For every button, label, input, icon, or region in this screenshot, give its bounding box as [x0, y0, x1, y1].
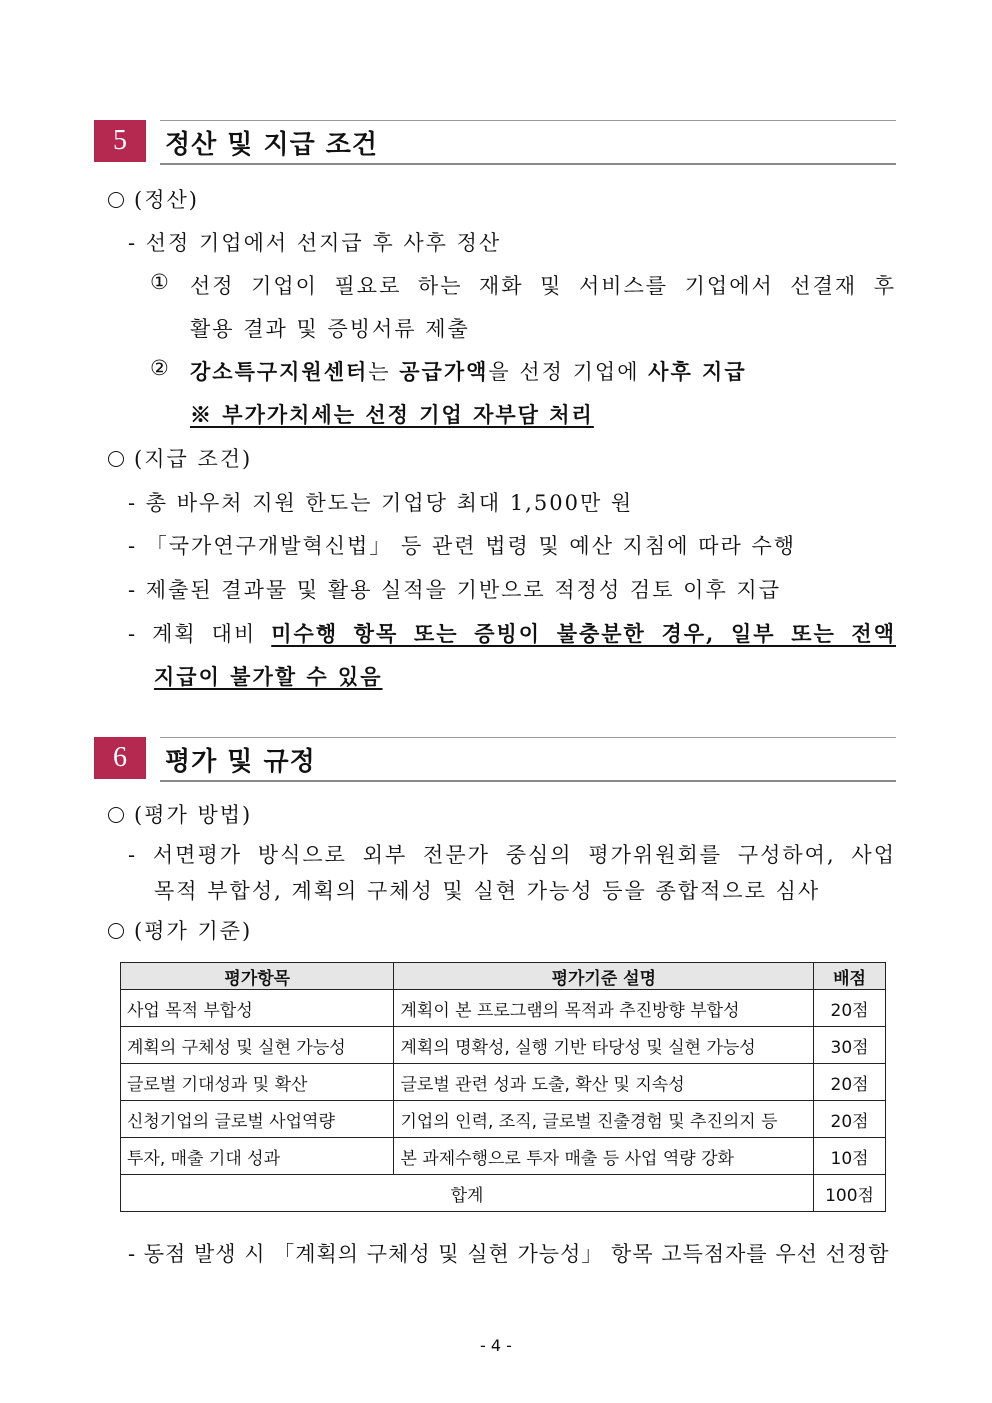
eval-method-line-1: - 서면평가 방식으로 외부 전문가 중심의 평가위원회를 구성하여, 사업: [128, 843, 896, 867]
vat-note: ※ 부가가치세는 선정 기업 자부담 처리: [190, 402, 594, 427]
payment-line-1: - 총 바우처 지원 한도는 기업당 최대 1,500만 원: [128, 491, 634, 515]
settlement-item-2-num: ②: [150, 356, 171, 380]
cell-item: 글로벌 기대성과 및 확산: [121, 1064, 394, 1101]
cell-description: 본 과제수행으로 투자 매출 등 사업 역량 강화: [394, 1138, 814, 1175]
circle-bullet-icon: [108, 923, 124, 939]
cell-item: 사업 목적 부합성: [121, 990, 394, 1027]
circle-bullet-icon: [108, 807, 124, 823]
section-title-6: 평가 및 규정: [165, 747, 316, 777]
page-number: - 4 -: [480, 1336, 512, 1355]
settlement-item-2: [190, 356, 747, 386]
settlement-item-1-num: ①: [150, 270, 171, 294]
section-number-text: 6: [113, 742, 127, 773]
bullet-heading: (평가 방법): [134, 803, 253, 827]
table-row: [121, 1138, 886, 1175]
table-row: [121, 990, 886, 1027]
payment-line-2: - 「국가연구개발혁신법」 등 관련 법령 및 예산 지침에 따라 수행: [128, 534, 797, 558]
circle-bullet-icon: [108, 192, 124, 208]
header-description: 평가기준 설명: [394, 963, 814, 990]
cell-description: 기업의 인력, 조직, 글로벌 진출경험 및 추진의지 등: [394, 1101, 814, 1138]
section-number-5: [94, 120, 146, 162]
cell-description: 글로벌 관련 성과 도출, 확산 및 지속성: [394, 1064, 814, 1101]
table-row: [121, 1101, 886, 1138]
tie-break-note: - 동점 발생 시 「계획의 구체성 및 실현 가능성」 항목 고득점자를 우선 선정함: [128, 1242, 890, 1266]
section-title-5: 정산 및 지급 조건: [165, 130, 378, 160]
cell-item: 투자, 매출 기대 성과: [121, 1138, 394, 1175]
table-row: [121, 1064, 886, 1101]
cell-score: 20점: [814, 1101, 886, 1138]
cell-score: 30점: [814, 1027, 886, 1064]
section-number-text: 5: [113, 125, 127, 156]
settlement-item-1-cont: 활용 결과 및 증빙서류 제출: [190, 317, 470, 341]
eval-method-line-2: 목적 부합성, 계획의 구체성 및 실현 가능성 등을 종합적으로 심사: [154, 879, 821, 903]
settlement-item-1: 선정 기업이 필요로 하는 재화 및 서비스를 기업에서 선결재 후: [190, 274, 896, 298]
payment-line-4-prefix: - 계획 대비: [128, 622, 272, 646]
payment-line-3: - 제출된 결과물 및 활용 실적을 기반으로 적정성 검토 이후 지급: [128, 578, 781, 602]
bullet-payment-conditions: [108, 443, 252, 473]
cell-description: 계획의 명확성, 실행 기반 타당성 및 실현 가능성: [394, 1027, 814, 1064]
circle-bullet-icon: [108, 451, 124, 467]
item-2-text-1: 는: [368, 360, 400, 384]
bullet-settlement: [108, 184, 199, 214]
post-payment-text: 사후 지급: [648, 359, 747, 384]
bullet-eval-criteria: [108, 915, 252, 945]
cell-description: 계획이 본 프로그램의 목적과 추진방향 부합성: [394, 990, 814, 1027]
total-label: 합계: [121, 1175, 814, 1212]
table-total-row: [121, 1175, 886, 1212]
item-2-text-2: 을 선정 기업에: [488, 360, 649, 384]
header-score: 배점: [814, 963, 886, 990]
payment-line-4-cont: 지급이 불가할 수 있음: [154, 664, 383, 689]
evaluation-criteria-table: [120, 962, 886, 1212]
supply-value-text: 공급가액: [399, 359, 489, 384]
cell-score: 20점: [814, 1064, 886, 1101]
section-number-6: [94, 737, 146, 779]
payment-line-4: [128, 618, 896, 648]
cell-score: 20점: [814, 990, 886, 1027]
bullet-heading: (지급 조건): [134, 447, 253, 471]
support-center-text: 강소특구지원센터: [190, 359, 369, 384]
cell-item: 신청기업의 글로벌 사업역량: [121, 1101, 394, 1138]
table-header-row: [121, 963, 886, 990]
bullet-heading: (평가 기준): [134, 919, 253, 943]
bullet-heading: (정산): [134, 188, 199, 212]
cell-item: 계획의 구체성 및 실현 가능성: [121, 1027, 394, 1064]
total-score: 100점: [814, 1175, 886, 1212]
header-item: 평가항목: [121, 963, 394, 990]
table-row: [121, 1027, 886, 1064]
payment-line-4-emphasis: 미수행 항목 또는 증빙이 불충분한 경우, 일부 또는 전액: [271, 621, 897, 646]
settlement-line-1: - 선정 기업에서 선지급 후 사후 정산: [128, 231, 502, 255]
cell-score: 10점: [814, 1138, 886, 1175]
bullet-eval-method: [108, 799, 252, 829]
